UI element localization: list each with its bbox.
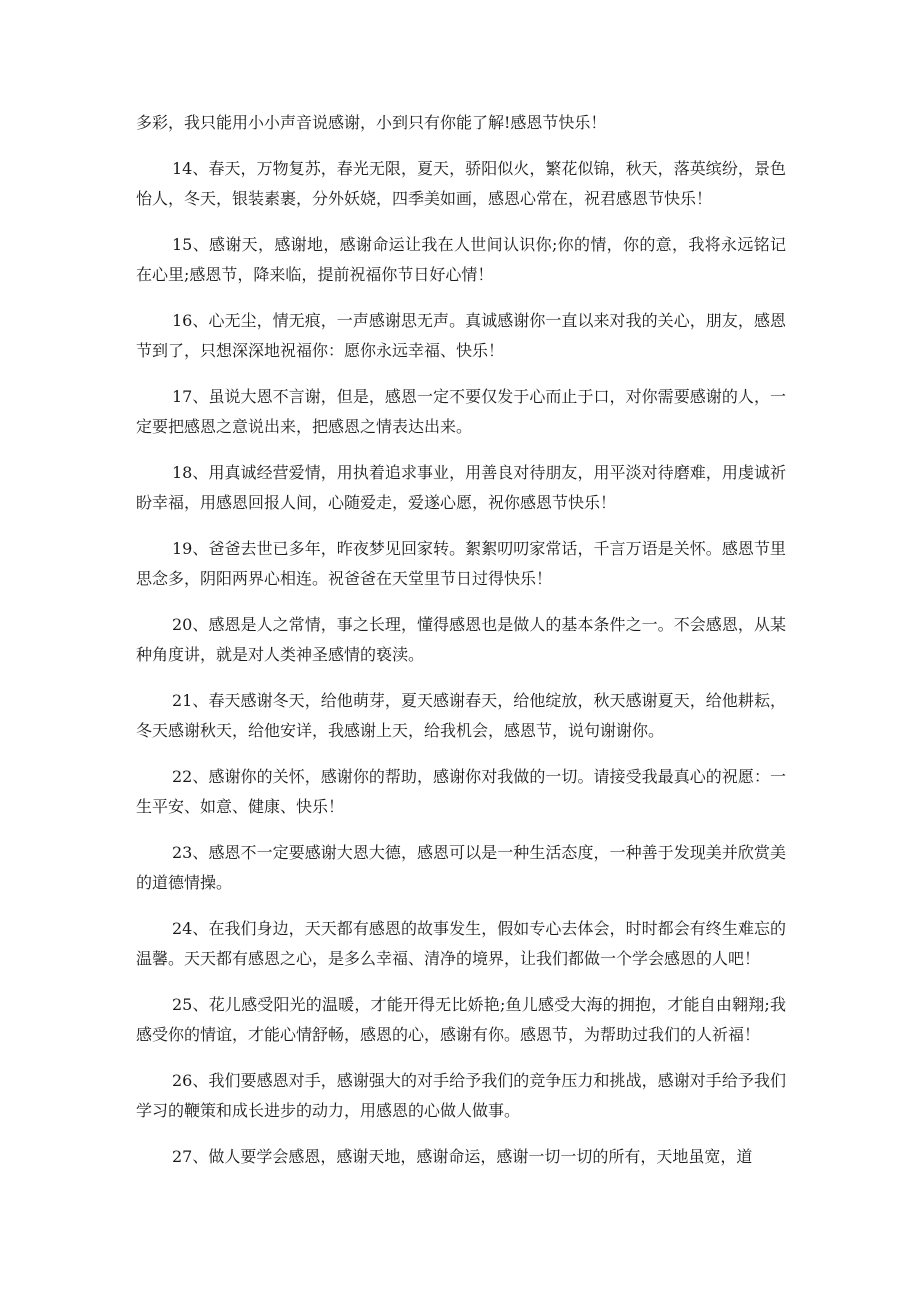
paragraph-14: 14、春天，万物复苏，春光无限，夏天，骄阳似火，繁花似锦，秋天，落英缤纷，景色怡人，冬天，银装素裹，分外妖娆，四季美如画，感恩心常在，祝君感恩节快乐！	[136, 159, 786, 208]
paragraph-25: 25、花儿感受阳光的温暖，才能开得无比娇艳;鱼儿感受大海的拥抱，才能自由翱翔;我感受你的情谊，才能心情舒畅，感恩的心，感谢有你。感恩节，为帮助过我们的人祈福！	[136, 995, 786, 1044]
paragraph-21: 21、春天感谢冬天，给他萌芽，夏天感谢春天，给他绽放，秋天感谢夏天，给他耕耘，冬天感谢秋天，给他安详，我感谢上天，给我机会，感恩节，说句谢谢你。	[136, 691, 786, 740]
paragraph-15: 15、感谢天，感谢地，感谢命运让我在人世间认识你;你的情，你的意，我将永远铭记在心里;感恩节，降来临，提前祝福你节日好心情！	[136, 235, 786, 284]
paragraph-fragment-13: 多彩，我只能用小小声音说感谢，小到只有你能了解!感恩节快乐！	[136, 113, 607, 132]
paragraph-18: 18、用真诚经营爱情，用执着追求事业，用善良对待朋友，用平淡对待磨难，用虔诚祈盼幸福，用感恩回报人间，心随爱走，爱遂心愿，祝你感恩节快乐！	[136, 463, 786, 512]
paragraph-23: 23、感恩不一定要感谢大恩大德，感恩可以是一种生活态度，一种善于发现美并欣赏美的道德情操。	[136, 843, 786, 892]
paragraph-16: 16、心无尘，情无痕，一声感谢思无声。真诚感谢你一直以来对我的关心，朋友，感恩节到了，只想深深地祝福你：愿你永远幸福、快乐！	[136, 311, 786, 360]
paragraph-27: 27、做人要学会感恩，感谢天地，感谢命运，感谢一切一切的所有，天地虽宽，道	[172, 1147, 753, 1166]
paragraph-26: 26、我们要感恩对手，感谢强大的对手给予我们的竞争压力和挑战，感谢对手给予我们学习的鞭策和成长进步的动力，用感恩的心做人做事。	[136, 1071, 786, 1120]
document-body	[136, 108, 786, 1188]
paragraph-20: 20、感恩是人之常情，事之长理，懂得感恩也是做人的基本条件之一。不会感恩，从某种角度讲，就是对人类神圣感情的亵渎。	[136, 615, 786, 664]
paragraph-22: 22、感谢你的关怀，感谢你的帮助，感谢你对我做的一切。请接受我最真心的祝愿：一生平安、如意、健康、快乐！	[136, 767, 786, 816]
paragraph-19: 19、爸爸去世已多年，昨夜梦见回家转。絮絮叨叨家常话，千言万语是关怀。感恩节里思念多，阴阳两界心相连。祝爸爸在天堂里节日过得快乐！	[136, 539, 786, 588]
paragraph-24: 24、在我们身边，天天都有感恩的故事发生，假如专心去体会，时时都会有终生难忘的温馨。天天都有感恩之心，是多么幸福、清净的境界，让我们都做一个学会感恩的人吧！	[136, 919, 786, 968]
paragraph-17: 17、虽说大恩不言谢，但是，感恩一定不要仅发于心而止于口，对你需要感谢的人，一定要把感恩之意说出来，把感恩之情表达出来。	[136, 387, 786, 436]
